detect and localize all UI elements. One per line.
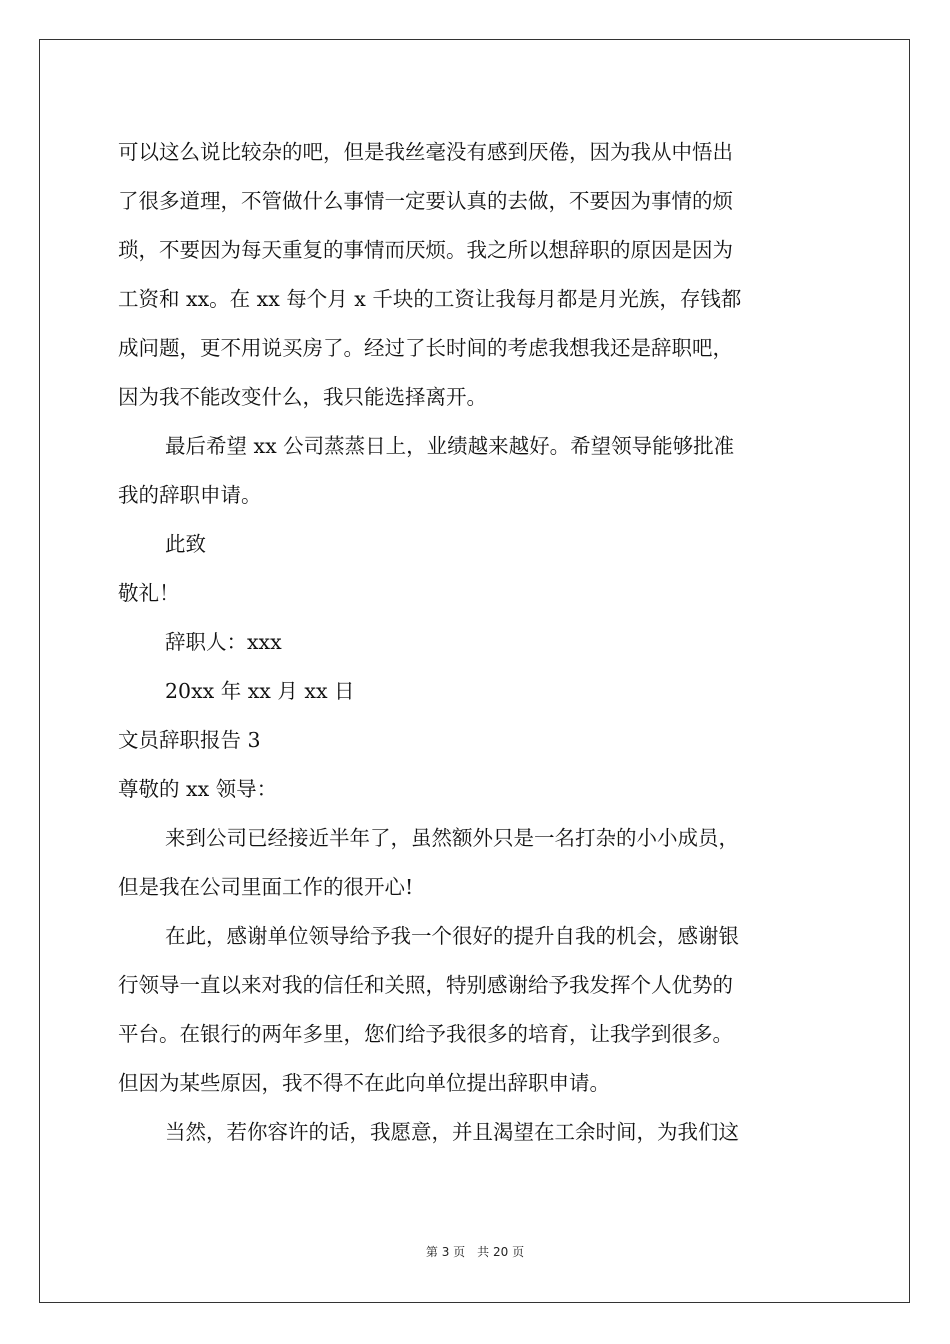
text-line: 在此，感谢单位领导给予我一个很好的提升自我的机会，感谢银 bbox=[165, 924, 739, 948]
text-line: 可以这么说比较杂的吧，但是我丝毫没有感到厌倦，因为我从中悟出 bbox=[118, 140, 733, 164]
text-line: 因为我不能改变什么，我只能选择离开。 bbox=[118, 385, 487, 409]
text-line: 我的辞职申请。 bbox=[118, 483, 262, 507]
text-line: 行领导一直以来对我的信任和关照，特别感谢给予我发挥个人优势的 bbox=[118, 973, 733, 997]
text-line: 来到公司已经接近半年了，虽然额外只是一名打杂的小小成员， bbox=[165, 826, 739, 850]
text-line: 敬礼！ bbox=[118, 581, 180, 605]
text-line: 尊敬的 xx 领导： bbox=[118, 777, 278, 801]
text-line: 了很多道理，不管做什么事情一定要认真的去做，不要因为事情的烦 bbox=[118, 189, 733, 213]
page-number: 第 3 页 共 20 页 bbox=[425, 1245, 525, 1259]
page-footer bbox=[0, 1244, 950, 1260]
text-line: 文员辞职报告 3 bbox=[118, 728, 261, 752]
text-line: 琐，不要因为每天重复的事情而厌烦。我之所以想辞职的原因是因为 bbox=[118, 238, 733, 262]
text-line: 辞职人：xxx bbox=[165, 630, 282, 654]
text-line: 最后希望 xx 公司蒸蒸日上，业绩越来越好。希望领导能够批准 bbox=[165, 434, 735, 458]
text-line: 成问题，更不用说买房了。经过了长时间的考虑我想我还是辞职吧， bbox=[118, 336, 733, 360]
text-line: 平台。在银行的两年多里，您们给予我很多的培育，让我学到很多。 bbox=[118, 1022, 733, 1046]
text-line: 此致 bbox=[165, 532, 206, 556]
document-body bbox=[118, 128, 833, 1157]
text-line: 但是我在公司里面工作的很开心! bbox=[118, 875, 414, 899]
text-line: 20xx 年 xx 月 xx 日 bbox=[165, 679, 355, 703]
text-line: 当然，若你容许的话，我愿意，并且渴望在工余时间，为我们这 bbox=[165, 1120, 739, 1144]
text-line: 工资和 xx。在 xx 每个月 x 千块的工资让我每月都是月光族，存钱都 bbox=[118, 287, 742, 311]
text-line: 但因为某些原因，我不得不在此向单位提出辞职申请。 bbox=[118, 1071, 610, 1095]
